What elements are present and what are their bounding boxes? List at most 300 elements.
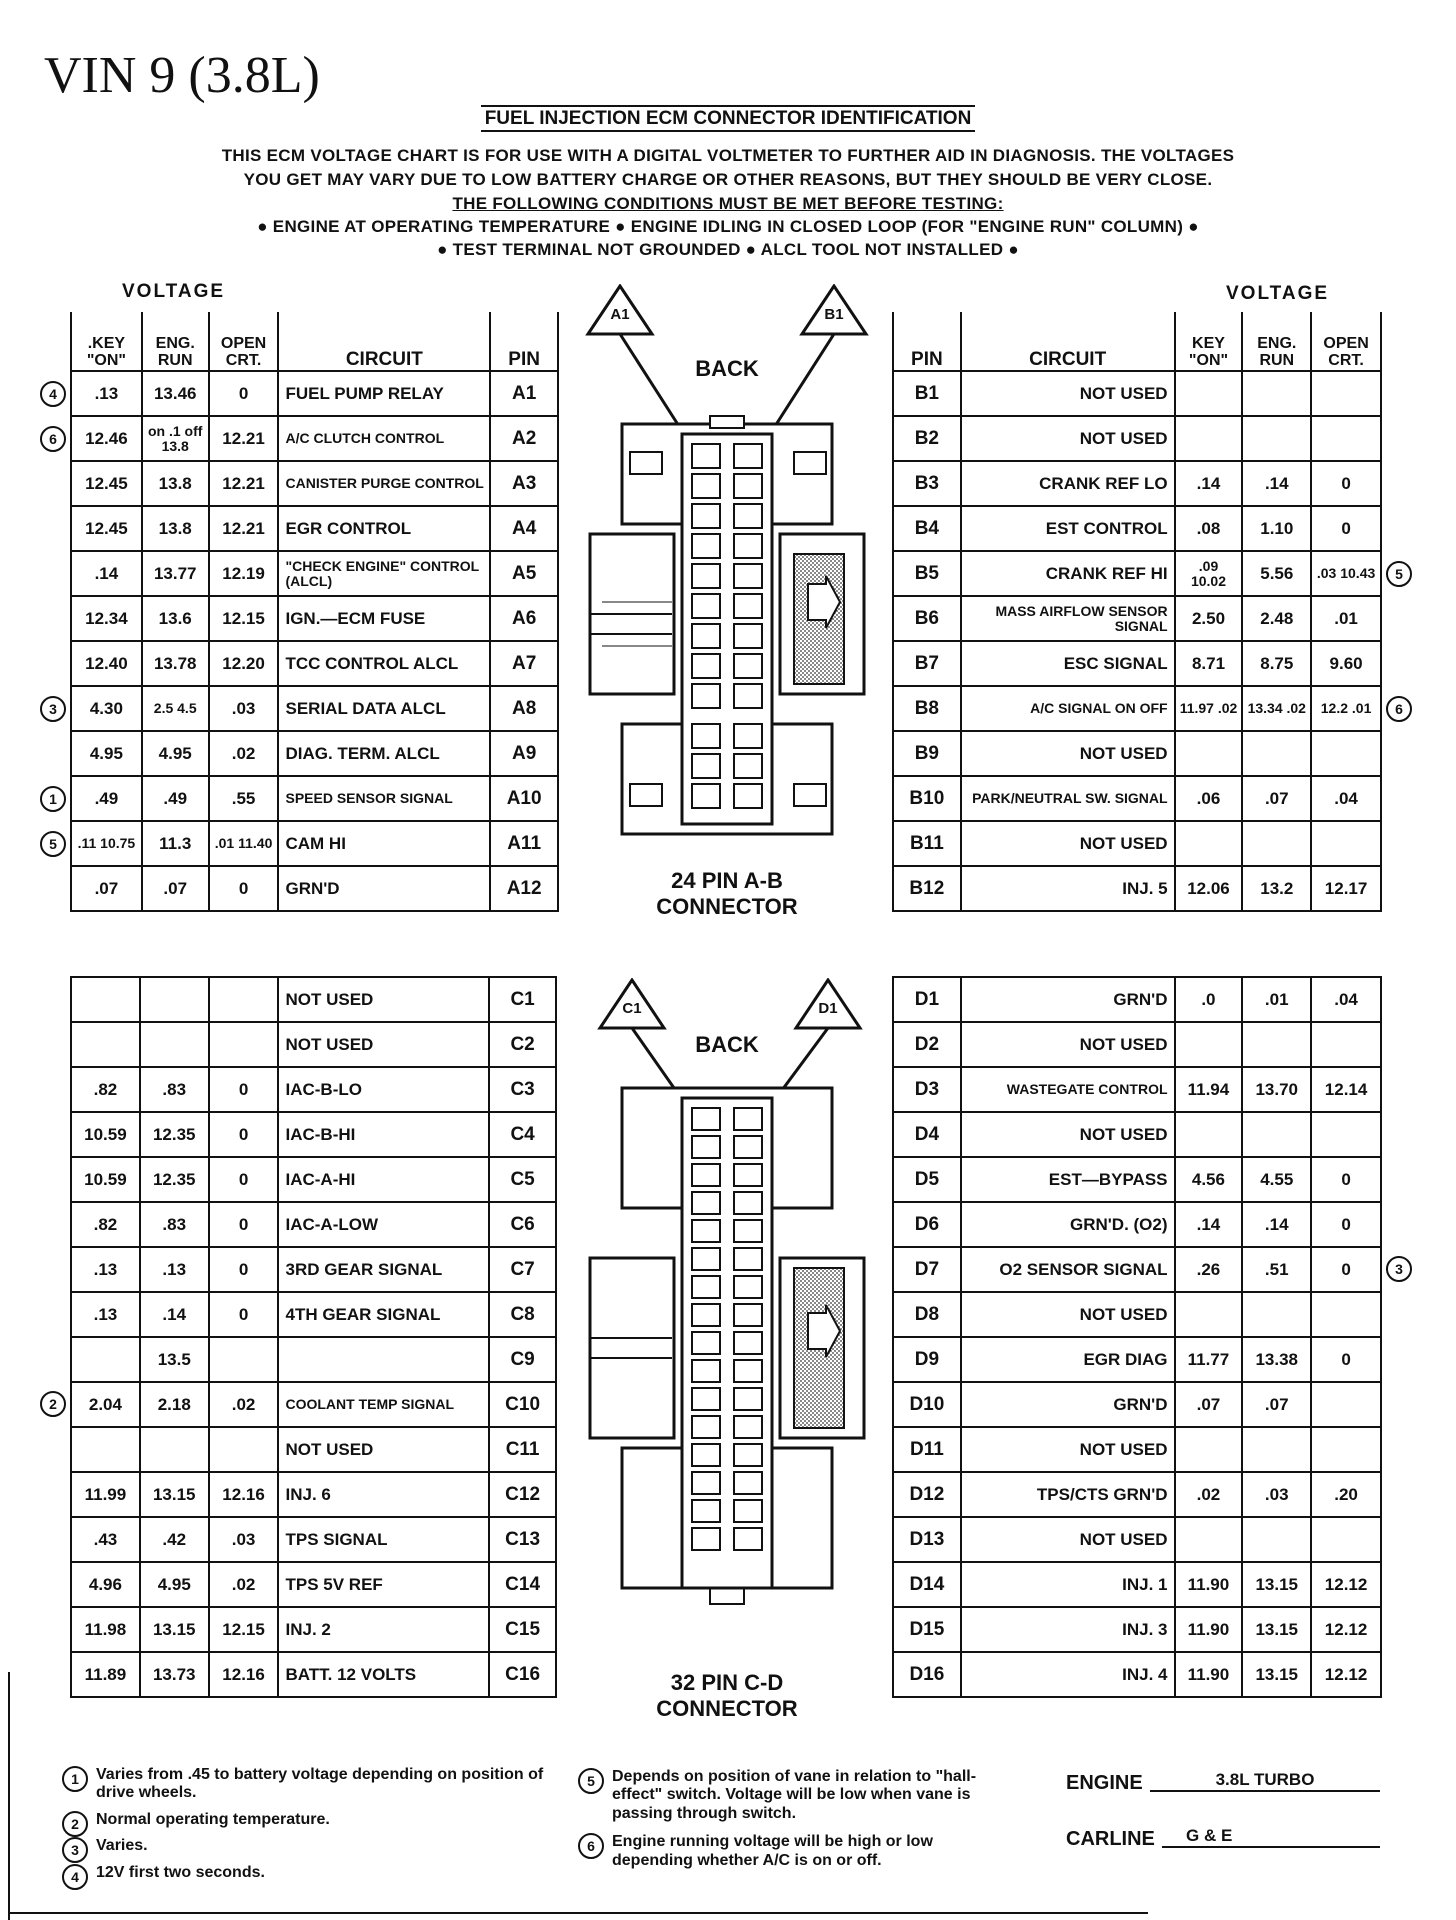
back-label-ab: BACK: [695, 356, 759, 381]
circuit-name: INJ. 4: [961, 1652, 1175, 1697]
connector-cd-drawing: [582, 978, 872, 1658]
open-crt-value: .04: [1311, 977, 1381, 1022]
table-row: [893, 866, 1381, 911]
open-crt-value: 0: [209, 1067, 279, 1112]
table-row: [893, 1247, 1381, 1292]
pin-id: C3: [489, 1067, 556, 1112]
note-marker-3: 3: [40, 696, 66, 722]
table-row: [71, 1382, 556, 1427]
eng-run-value: 13.34 .02: [1242, 686, 1311, 731]
pin-id: A6: [490, 596, 558, 641]
pin-id: A7: [490, 641, 558, 686]
note-marker-2: 2: [40, 1391, 66, 1417]
table-row: [71, 1247, 556, 1292]
eng-run-value: 13.38: [1242, 1337, 1311, 1382]
circuit-name: CRANK REF HI: [961, 551, 1175, 596]
open-crt-value: 0: [209, 866, 279, 911]
open-crt-value: [1311, 1292, 1381, 1337]
table-row: [893, 371, 1381, 416]
eng-run-value: .13: [140, 1247, 209, 1292]
circuit-name: "CHECK ENGINE" CONTROL (ALCL): [278, 551, 490, 596]
pin-id: B9: [893, 731, 961, 776]
open-crt-value: 12.19: [209, 551, 279, 596]
table-row: [71, 866, 558, 911]
key-on-value: 12.45: [71, 506, 142, 551]
pin-id: A11: [490, 821, 558, 866]
pin-id: A12: [490, 866, 558, 911]
eng-run-value: [1242, 1427, 1311, 1472]
pin-id: C5: [489, 1157, 556, 1202]
open-crt-value: 0: [1311, 1157, 1381, 1202]
pin-id: D13: [893, 1517, 961, 1562]
circuit-name: NOT USED: [961, 371, 1175, 416]
open-crt-value: 12.20: [209, 641, 279, 686]
footnote-6-marker: 6: [578, 1833, 604, 1859]
table-row: [71, 1652, 556, 1697]
eng-run-value: 13.2: [1242, 866, 1311, 911]
table-row: [71, 776, 558, 821]
circuit-name: ESC SIGNAL: [961, 641, 1175, 686]
connector-ab-label-1: 24 PIN A-B: [671, 868, 783, 893]
open-crt-value: [1311, 821, 1381, 866]
pin-id: C15: [489, 1607, 556, 1652]
table-row: [893, 1112, 1381, 1157]
eng-run-value: 5.56: [1242, 551, 1311, 596]
key-on-value: [1175, 371, 1243, 416]
hdr-pin: PIN: [490, 312, 558, 371]
circuit-name: NOT USED: [961, 1517, 1175, 1562]
table-row: [893, 1202, 1381, 1247]
circuit-name: IAC-A-HI: [278, 1157, 489, 1202]
table-b: [892, 312, 1382, 912]
footnote-1-marker: 1: [62, 1766, 88, 1792]
key-on-value: .06: [1175, 776, 1243, 821]
open-crt-value: [1311, 1022, 1381, 1067]
circuit-name: CAM HI: [278, 821, 490, 866]
pin-id: C6: [489, 1202, 556, 1247]
pin-id: B6: [893, 596, 961, 641]
pin-id: C7: [489, 1247, 556, 1292]
eng-run-value: .83: [140, 1202, 209, 1247]
eng-run-value: [1242, 821, 1311, 866]
key-on-value: .11 10.75: [71, 821, 142, 866]
eng-run-value: .07: [1242, 776, 1311, 821]
open-crt-value: .01 11.40: [209, 821, 279, 866]
table-row: [893, 1517, 1381, 1562]
pin-id: D9: [893, 1337, 961, 1382]
voltage-label-right: VOLTAGE: [1226, 283, 1330, 304]
key-on-value: [1175, 1517, 1243, 1562]
key-on-value: 10.59: [71, 1112, 140, 1157]
pin-id: A3: [490, 461, 558, 506]
key-on-value: [1175, 416, 1243, 461]
eng-run-value: 4.95: [142, 731, 209, 776]
eng-run-value: 13.8: [142, 461, 209, 506]
open-crt-value: [209, 1337, 279, 1382]
pin-id: C8: [489, 1292, 556, 1337]
eng-run-value: .49: [142, 776, 209, 821]
carline-label: CARLINE: [1066, 1828, 1155, 1850]
table-row: [71, 1517, 556, 1562]
key-on-value: 4.96: [71, 1562, 140, 1607]
circuit-name: NOT USED: [961, 1292, 1175, 1337]
intro-line-2: YOU GET MAY VARY DUE TO LOW BATTERY CHARGE OR OTHER REASONS, BUT THEY SHOULD BE VERY CLOSE.: [243, 170, 1213, 189]
eng-run-value: .51: [1242, 1247, 1311, 1292]
open-crt-value: 12.14: [1311, 1067, 1381, 1112]
key-on-value: 4.56: [1175, 1157, 1243, 1202]
pin-id: B11: [893, 821, 961, 866]
open-crt-value: [209, 1022, 279, 1067]
eng-run-value: .83: [140, 1067, 209, 1112]
open-crt-value: 9.60: [1311, 641, 1381, 686]
open-crt-value: [1311, 1112, 1381, 1157]
eng-run-value: [1242, 371, 1311, 416]
page-title: VIN 9 (3.8L): [44, 47, 320, 104]
table-row: [71, 1562, 556, 1607]
circuit-name: FUEL PUMP RELAY: [278, 371, 490, 416]
table-row: [71, 1292, 556, 1337]
pin-id: C9: [489, 1337, 556, 1382]
key-on-value: .13: [71, 1292, 140, 1337]
eng-run-value: [1242, 416, 1311, 461]
key-on-value: [71, 1427, 140, 1472]
open-crt-value: 12.12: [1311, 1562, 1381, 1607]
open-crt-value: 12.12: [1311, 1607, 1381, 1652]
circuit-name: [278, 1337, 489, 1382]
circuit-name: A/C CLUTCH CONTROL: [278, 416, 490, 461]
footnote-2: 2 Normal operating temperature.: [62, 1811, 562, 1829]
eng-run-value: 13.78: [142, 641, 209, 686]
table-row: [71, 1472, 556, 1517]
open-crt-value: 0: [209, 1202, 279, 1247]
open-crt-value: 0: [209, 1112, 279, 1157]
eng-run-value: 4.55: [1242, 1157, 1311, 1202]
footnote-5: 5 Depends on position of vane in relation to "hall-effect" switch. Voltage will be low when vane is passing through switch.: [578, 1768, 1018, 1823]
pin-id: D10: [893, 1382, 961, 1427]
key-on-value: [1175, 1427, 1243, 1472]
open-crt-value: 12.21: [209, 461, 279, 506]
eng-run-value: [1242, 1022, 1311, 1067]
table-row: [71, 506, 558, 551]
footnote-3: 3 Varies.: [62, 1837, 562, 1855]
eng-run-value: 4.95: [140, 1562, 209, 1607]
hdr-circuit: CIRCUIT: [278, 312, 490, 371]
circuit-name: GRN'D. (O2): [961, 1202, 1175, 1247]
key-on-value: .0: [1175, 977, 1243, 1022]
footnote-6: 6 Engine running voltage will be high or low depending whether A/C is on or off.: [578, 1833, 1018, 1870]
hdr-eng-run: ENG. RUN: [142, 312, 209, 371]
tag-b1: B1: [824, 306, 844, 323]
eng-run-value: 13.15: [1242, 1562, 1311, 1607]
pin-id: D5: [893, 1157, 961, 1202]
circuit-name: CRANK REF LO: [961, 461, 1175, 506]
circuit-name: EST CONTROL: [961, 506, 1175, 551]
open-crt-value: 12.15: [209, 1607, 279, 1652]
circuit-name: GRN'D: [961, 1382, 1175, 1427]
circuit-name: A/C SIGNAL ON OFF: [961, 686, 1175, 731]
open-crt-value: .03: [209, 686, 279, 731]
open-crt-value: [1311, 371, 1381, 416]
tag-a1: A1: [610, 306, 630, 323]
footnote-2-marker: 2: [62, 1811, 88, 1837]
eng-run-value: 2.5 4.5: [142, 686, 209, 731]
eng-run-value: 13.77: [142, 551, 209, 596]
table-row: [893, 1022, 1381, 1067]
key-on-value: .82: [71, 1067, 140, 1112]
pin-id: A8: [490, 686, 558, 731]
circuit-name: NOT USED: [961, 1427, 1175, 1472]
pin-id: D14: [893, 1562, 961, 1607]
open-crt-value: [1311, 1382, 1381, 1427]
key-on-value: 4.30: [71, 686, 142, 731]
table-row: [71, 416, 558, 461]
intro-line-5: ● TEST TERMINAL NOT GROUNDED ● ALCL TOOL NOT INSTALLED ●: [437, 240, 1019, 259]
open-crt-value: 0: [1311, 506, 1381, 551]
table-row: [893, 731, 1381, 776]
table-row: [893, 461, 1381, 506]
pin-id: B2: [893, 416, 961, 461]
circuit-name: PARK/NEUTRAL SW. SIGNAL: [961, 776, 1175, 821]
hdr-open-crt: OPEN CRT.: [209, 312, 279, 371]
eng-run-value: .14: [1242, 1202, 1311, 1247]
open-crt-value: 0: [1311, 1202, 1381, 1247]
pin-id: D16: [893, 1652, 961, 1697]
hdr-key-on-b: KEY "ON": [1175, 312, 1243, 371]
eng-run-value: 13.8: [142, 506, 209, 551]
circuit-name: GRN'D: [278, 866, 490, 911]
engine-value: 3.8L TURBO: [1150, 1770, 1380, 1792]
pin-id: A1: [490, 371, 558, 416]
eng-run-value: [1242, 1112, 1311, 1157]
key-on-value: .07: [71, 866, 142, 911]
back-label-cd: BACK: [695, 1032, 759, 1057]
open-crt-value: 12.21: [209, 416, 279, 461]
table-row: [893, 1337, 1381, 1382]
open-crt-value: .55: [209, 776, 279, 821]
key-on-value: [71, 977, 140, 1022]
note-marker-6: 6: [40, 426, 66, 452]
key-on-value: .07: [1175, 1382, 1243, 1427]
connector-ab-label-2: CONNECTOR: [656, 894, 798, 919]
key-on-value: 11.90: [1175, 1652, 1243, 1697]
table-row: [71, 977, 556, 1022]
circuit-name: NOT USED: [961, 1022, 1175, 1067]
key-on-value: .14: [71, 551, 142, 596]
key-on-value: .13: [71, 371, 142, 416]
key-on-value: 11.98: [71, 1607, 140, 1652]
key-on-value: .14: [1175, 461, 1243, 506]
table-d: [892, 976, 1382, 1698]
hdr-pin-b: PIN: [893, 312, 961, 371]
table-row: [71, 1202, 556, 1247]
circuit-name: EGR CONTROL: [278, 506, 490, 551]
eng-run-value: .14: [1242, 461, 1311, 506]
circuit-name: TPS/CTS GRN'D: [961, 1472, 1175, 1517]
open-crt-value: 12.12: [1311, 1652, 1381, 1697]
circuit-name: NOT USED: [961, 416, 1175, 461]
circuit-name: SPEED SENSOR SIGNAL: [278, 776, 490, 821]
footnote-4-marker: 4: [62, 1864, 88, 1890]
key-on-value: .09 10.02: [1175, 551, 1243, 596]
key-on-value: [1175, 821, 1243, 866]
key-on-value: .49: [71, 776, 142, 821]
note-marker-1: 1: [40, 786, 66, 812]
open-crt-value: [209, 977, 279, 1022]
circuit-name: TCC CONTROL ALCL: [278, 641, 490, 686]
key-on-value: 12.46: [71, 416, 142, 461]
note-marker-3: 3: [1386, 1256, 1412, 1282]
table-row: [893, 416, 1381, 461]
circuit-name: NOT USED: [961, 821, 1175, 866]
circuit-name: IAC-B-LO: [278, 1067, 489, 1112]
key-on-value: 2.04: [71, 1382, 140, 1427]
eng-run-value: .07: [1242, 1382, 1311, 1427]
open-crt-value: [209, 1427, 279, 1472]
key-on-value: 4.95: [71, 731, 142, 776]
table-c: [70, 976, 557, 1698]
table-row: [893, 551, 1381, 596]
eng-run-value: [1242, 1292, 1311, 1337]
circuit-name: TPS SIGNAL: [278, 1517, 489, 1562]
key-on-value: 11.97 .02: [1175, 686, 1243, 731]
key-on-value: 11.77: [1175, 1337, 1243, 1382]
table-row: [71, 1337, 556, 1382]
key-on-value: 12.06: [1175, 866, 1243, 911]
page-border-left: [8, 1672, 10, 1920]
eng-run-value: 1.10: [1242, 506, 1311, 551]
table-row: [71, 731, 558, 776]
eng-run-value: [140, 1022, 209, 1067]
eng-run-value: 2.48: [1242, 596, 1311, 641]
open-crt-value: .02: [209, 1562, 279, 1607]
note-marker-5: 5: [1386, 561, 1412, 587]
key-on-value: .14: [1175, 1202, 1243, 1247]
pin-id: D8: [893, 1292, 961, 1337]
open-crt-value: 0: [1311, 461, 1381, 506]
key-on-value: .02: [1175, 1472, 1243, 1517]
open-crt-value: .03: [209, 1517, 279, 1562]
note-marker-5: 5: [40, 831, 66, 857]
table-row: [893, 686, 1381, 731]
circuit-name: TPS 5V REF: [278, 1562, 489, 1607]
circuit-name: IAC-A-LOW: [278, 1202, 489, 1247]
open-crt-value: .04: [1311, 776, 1381, 821]
key-on-value: 12.34: [71, 596, 142, 641]
pin-id: C1: [489, 977, 556, 1022]
key-on-value: 12.40: [71, 641, 142, 686]
open-crt-value: 0: [1311, 1247, 1381, 1292]
table-row: [893, 1382, 1381, 1427]
pin-id: D4: [893, 1112, 961, 1157]
eng-run-value: .42: [140, 1517, 209, 1562]
connector-cd-label-1: 32 PIN C-D: [670, 1670, 784, 1695]
open-crt-value: 0: [209, 1247, 279, 1292]
circuit-name: O2 SENSOR SIGNAL: [961, 1247, 1175, 1292]
pin-id: D1: [893, 977, 961, 1022]
pin-id: B8: [893, 686, 961, 731]
key-on-value: 11.99: [71, 1472, 140, 1517]
table-row: [71, 371, 558, 416]
circuit-name: MASS AIRFLOW SENSOR SIGNAL: [961, 596, 1175, 641]
eng-run-value: [140, 977, 209, 1022]
circuit-name: INJ. 1: [961, 1562, 1175, 1607]
table-row: [893, 1562, 1381, 1607]
table-row: [71, 1112, 556, 1157]
note-marker-6: 6: [1386, 696, 1412, 722]
open-crt-value: 12.17: [1311, 866, 1381, 911]
eng-run-value: [140, 1427, 209, 1472]
table-a: [70, 312, 559, 912]
pin-id: B12: [893, 866, 961, 911]
tag-c1: C1: [622, 1000, 642, 1017]
open-crt-value: 12.16: [209, 1472, 279, 1517]
engine-label: ENGINE: [1066, 1772, 1143, 1794]
pin-id: D15: [893, 1607, 961, 1652]
circuit-name: EST—BYPASS: [961, 1157, 1175, 1202]
table-row: [893, 821, 1381, 866]
circuit-name: INJ. 6: [278, 1472, 489, 1517]
circuit-name: NOT USED: [278, 977, 489, 1022]
hdr-eng-run-b: ENG. RUN: [1242, 312, 1311, 371]
eng-run-value: 12.35: [140, 1157, 209, 1202]
eng-run-value: 11.3: [142, 821, 209, 866]
circuit-name: 4TH GEAR SIGNAL: [278, 1292, 489, 1337]
eng-run-value: 13.46: [142, 371, 209, 416]
pin-id: C11: [489, 1427, 556, 1472]
table-row: [893, 506, 1381, 551]
conditions-heading: THE FOLLOWING CONDITIONS MUST BE MET BEFORE TESTING:: [452, 194, 1004, 213]
footnote-5-marker: 5: [578, 1768, 604, 1794]
circuit-name: EGR DIAG: [961, 1337, 1175, 1382]
circuit-name: INJ. 3: [961, 1607, 1175, 1652]
table-row: [893, 776, 1381, 821]
tag-d1: D1: [818, 1000, 838, 1017]
connector-cd-diagram: [582, 978, 872, 1738]
circuit-name: INJ. 2: [278, 1607, 489, 1652]
open-crt-value: 12.16: [209, 1652, 279, 1697]
pin-id: D12: [893, 1472, 961, 1517]
open-crt-value: .02: [209, 1382, 279, 1427]
eng-run-value: 13.73: [140, 1652, 209, 1697]
circuit-name: IGN.—ECM FUSE: [278, 596, 490, 641]
open-crt-value: .02: [209, 731, 279, 776]
table-row: [71, 1022, 556, 1067]
intro-line-4: ● ENGINE AT OPERATING TEMPERATURE ● ENGINE IDLING IN CLOSED LOOP (FOR "ENGINE RUN" COLUMN) ●: [257, 217, 1199, 236]
open-crt-value: 12.15: [209, 596, 279, 641]
open-crt-value: 0: [1311, 1337, 1381, 1382]
pin-id: A9: [490, 731, 558, 776]
open-crt-value: [1311, 1427, 1381, 1472]
eng-run-value: 13.15: [1242, 1607, 1311, 1652]
eng-run-value: 13.70: [1242, 1067, 1311, 1112]
table-row: [71, 1067, 556, 1112]
open-crt-value: [1311, 731, 1381, 776]
pin-id: C10: [489, 1382, 556, 1427]
key-on-value: [71, 1022, 140, 1067]
pin-id: A2: [490, 416, 558, 461]
circuit-name: NOT USED: [278, 1022, 489, 1067]
pin-id: D11: [893, 1427, 961, 1472]
connector-ab-diagram: [582, 284, 872, 944]
key-on-value: 11.90: [1175, 1607, 1243, 1652]
eng-run-value: on .1 off 13.8: [142, 416, 209, 461]
key-on-value: 12.45: [71, 461, 142, 506]
eng-run-value: 12.35: [140, 1112, 209, 1157]
key-on-value: [1175, 1022, 1243, 1067]
table-row: [893, 1607, 1381, 1652]
pin-id: D6: [893, 1202, 961, 1247]
table-row: [893, 1157, 1381, 1202]
